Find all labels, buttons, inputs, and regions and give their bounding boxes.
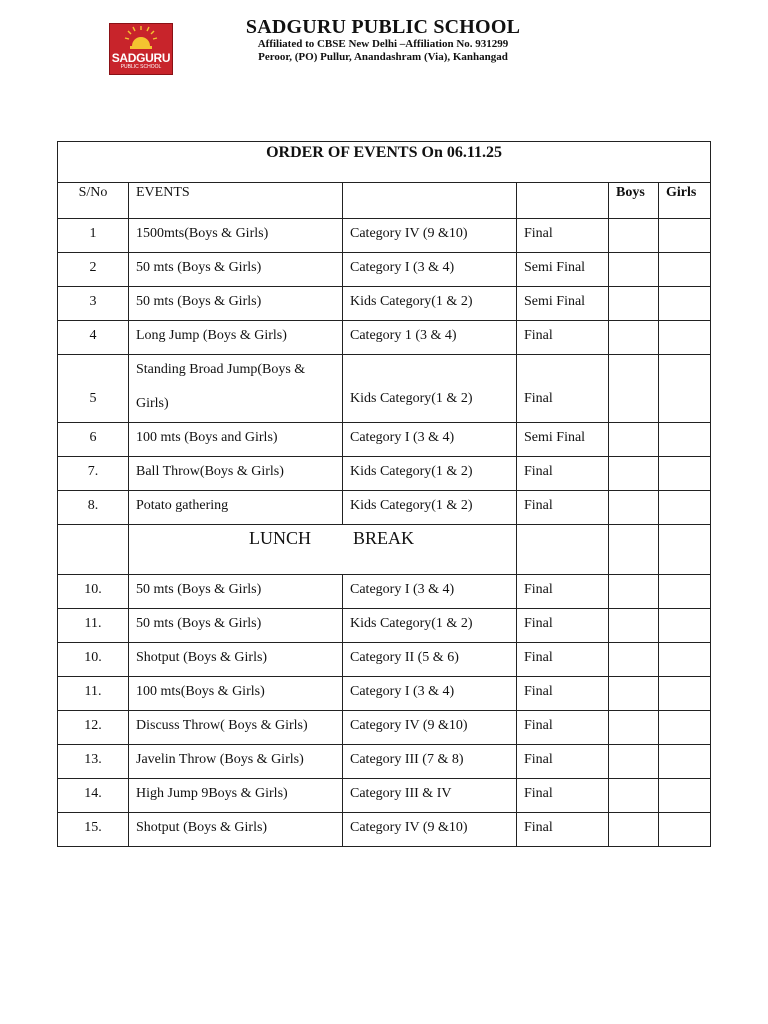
cell-round: Final [517,745,609,779]
cell-sno: 1 [58,219,129,253]
cell-girls [659,525,711,575]
cell-sno: 10. [58,575,129,609]
sun-icon [110,24,172,54]
cell-event: Ball Throw(Boys & Girls) [129,457,343,491]
table-row [58,575,711,609]
cell-boys [609,253,659,287]
cell-girls [659,813,711,847]
cell-round: Semi Final [517,287,609,321]
header-boys: Boys [609,183,659,219]
cell-sno [58,525,129,575]
cell-sno: 13. [58,745,129,779]
cell-sno: 11. [58,609,129,643]
break-word: BREAK [353,528,415,548]
cell-sno: 5 [58,355,129,423]
lunch-break-row [58,525,711,575]
document-header [180,16,586,64]
cell-sno: 12. [58,711,129,745]
cell-category: Kids Category(1 & 2) [343,287,517,321]
address-line: Peroor, (PO) Pullur, Anandashram (Via), Kanhangad [258,51,508,63]
cell-round: Final [517,355,609,423]
table-row [58,219,711,253]
cell-round: Final [517,779,609,813]
cell-round [517,525,609,575]
cell-girls [659,355,711,423]
cell-boys [609,813,659,847]
affiliation-line: Affiliated to CBSE New Delhi –Affiliation No. 931299 [257,38,509,50]
cell-event: 50 mts (Boys & Girls) [129,287,343,321]
cell-category: Kids Category(1 & 2) [343,355,517,423]
cell-girls [659,253,711,287]
cell-round: Final [517,575,609,609]
cell-girls [659,711,711,745]
table-header-row [58,183,711,219]
cell-boys [609,287,659,321]
table-row [58,253,711,287]
cell-girls [659,609,711,643]
table-row [58,321,711,355]
table-row [58,711,711,745]
cell-round: Final [517,711,609,745]
cell-category: Category IV (9 &10) [343,711,517,745]
events-table [57,141,711,847]
cell-event: 50 mts (Boys & Girls) [129,575,343,609]
table-row [58,813,711,847]
cell-girls [659,643,711,677]
cell-girls [659,423,711,457]
cell-girls [659,321,711,355]
header-category [343,183,517,219]
cell-event: High Jump 9Boys & Girls) [129,779,343,813]
cell-event: Discuss Throw( Boys & Girls) [129,711,343,745]
header-events: EVENTS [129,183,343,219]
cell-event: Shotput (Boys & Girls) [129,643,343,677]
cell-boys [609,355,659,423]
cell-round: Final [517,321,609,355]
table-row [58,677,711,711]
cell-round: Final [517,677,609,711]
table-row [58,491,711,525]
cell-event-line: Standing Broad Jump(Boys & [136,362,306,377]
cell-boys [609,575,659,609]
cell-sno: 6 [58,423,129,457]
cell-boys [609,423,659,457]
cell-event: Shotput (Boys & Girls) [129,813,343,847]
cell-sno: 10. [58,643,129,677]
cell-sno: 11. [58,677,129,711]
cell-event: Potato gathering [129,491,343,525]
cell-round: Semi Final [517,253,609,287]
cell-boys [609,457,659,491]
school-name: SADGURU PUBLIC SCHOOL [245,16,521,38]
table-row [58,287,711,321]
cell-girls [659,779,711,813]
table-title: ORDER OF EVENTS On 06.11.25 [58,142,711,183]
cell-category: Category III (7 & 8) [343,745,517,779]
cell-boys [609,745,659,779]
cell-boys [609,711,659,745]
cell-category: Kids Category(1 & 2) [343,609,517,643]
table-row [58,457,711,491]
cell-girls [659,219,711,253]
cell-girls [659,287,711,321]
lunch-word: LUNCH [249,528,311,548]
cell-boys [609,779,659,813]
cell-category: Category I (3 & 4) [343,677,517,711]
cell-round: Final [517,609,609,643]
cell-event: 100 mts(Boys & Girls) [129,677,343,711]
logo-text: SADGURU [111,51,171,65]
header-sno: S/No [58,183,129,219]
cell-round: Final [517,643,609,677]
cell-category: Kids Category(1 & 2) [343,457,517,491]
cell-category: Category 1 (3 & 4) [343,321,517,355]
cell-event: 50 mts (Boys & Girls) [129,253,343,287]
cell-sno: 2 [58,253,129,287]
cell-boys [609,219,659,253]
cell-boys [609,677,659,711]
cell-sno: 3 [58,287,129,321]
table-row [58,779,711,813]
cell-event: Long Jump (Boys & Girls) [129,321,343,355]
table-row [58,423,711,457]
cell-girls [659,491,711,525]
cell-boys [609,525,659,575]
cell-round: Final [517,813,609,847]
cell-category: Category I (3 & 4) [343,575,517,609]
cell-girls [659,575,711,609]
cell-boys [609,643,659,677]
cell-sno: 7. [58,457,129,491]
lunch-break-label [129,525,517,575]
cell-round: Final [517,219,609,253]
table-row [58,643,711,677]
cell-round: Final [517,457,609,491]
cell-round: Final [517,491,609,525]
cell-event: 100 mts (Boys and Girls) [129,423,343,457]
header-girls: Girls [659,183,711,219]
cell-category: Category I (3 & 4) [343,253,517,287]
cell-event: 1500mts(Boys & Girls) [129,219,343,253]
cell-boys [609,609,659,643]
cell-girls [659,677,711,711]
cell-sno: 14. [58,779,129,813]
cell-category: Category IV (9 &10) [343,219,517,253]
cell-event: Javelin Throw (Boys & Girls) [129,745,343,779]
table-row [58,609,711,643]
cell-girls [659,745,711,779]
table-row [58,745,711,779]
header-round [517,183,609,219]
cell-category: Category III & IV [343,779,517,813]
cell-event: 50 mts (Boys & Girls) [129,609,343,643]
school-logo [109,23,173,75]
cell-category: Category II (5 & 6) [343,643,517,677]
logo-subtext: PUBLIC SCHOOL [120,64,162,70]
cell-event-line: Girls) [136,396,169,411]
cell-sno: 15. [58,813,129,847]
cell-boys [609,321,659,355]
cell-sno: 8. [58,491,129,525]
cell-category: Category IV (9 &10) [343,813,517,847]
cell-category: Category I (3 & 4) [343,423,517,457]
cell-sno: 4 [58,321,129,355]
cell-boys [609,491,659,525]
cell-category: Kids Category(1 & 2) [343,491,517,525]
cell-round: Semi Final [517,423,609,457]
table-row [58,355,711,423]
cell-event [129,355,343,423]
cell-girls [659,457,711,491]
